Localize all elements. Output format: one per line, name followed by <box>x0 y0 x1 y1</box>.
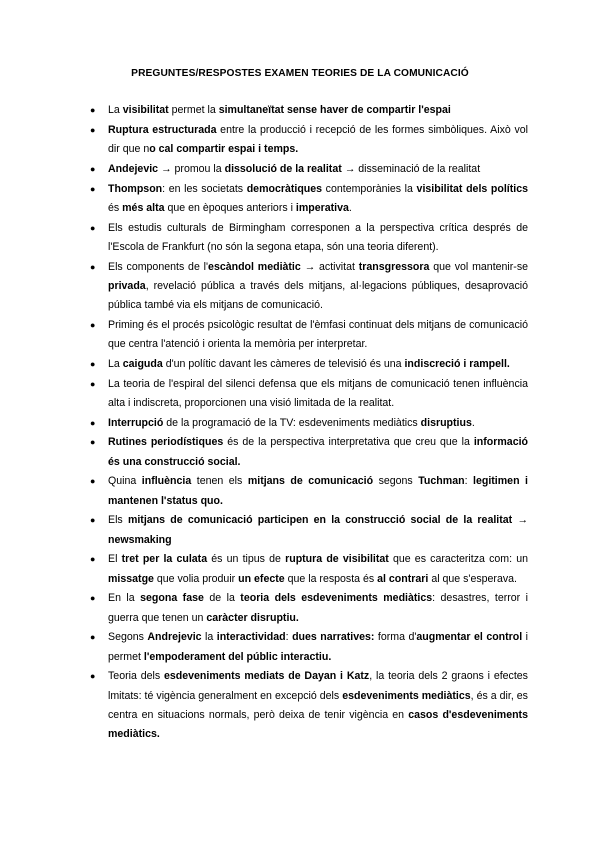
item-text: Els components de l' <box>108 260 209 273</box>
bullet-icon: ● <box>90 358 96 369</box>
item-text: que volia produir <box>153 572 239 585</box>
item-text: Teoria dels <box>108 670 164 683</box>
bold-text: Rutines periodístiques <box>108 436 224 449</box>
list-item <box>0 433 528 471</box>
document-title: PREGUNTES/RESPOSTES EXAMEN TEORIES DE LA COMUNICACIÓ <box>131 68 469 79</box>
item-text: . <box>348 201 352 214</box>
bullet-list <box>0 101 600 745</box>
bold-text: Ruptura estructurada <box>108 123 217 136</box>
bold-text: dissolució de la realitat <box>224 162 342 175</box>
item-text: , és a dir, es centra en situacions normals, però deixa de tenir vigència en <box>108 689 528 721</box>
item-text: de la <box>203 592 241 605</box>
item-text: : desastres, terror i guerra que tenen un <box>108 592 528 624</box>
list-item <box>0 628 528 666</box>
bold-text: escàndol mediàtic <box>208 260 301 273</box>
list-item <box>0 375 528 413</box>
list-item <box>0 511 528 549</box>
item-text: la <box>201 631 217 644</box>
bold-text: visibilitat dels polítics <box>416 182 528 195</box>
item-text: tenen els <box>191 475 248 488</box>
item-text: que es caracteritza com: un <box>388 553 528 566</box>
item-text: d'un polític davant les càmeres de televisió és una <box>162 357 405 370</box>
bold-text: esdeveniments mediats de Dayan i Katz <box>163 670 370 683</box>
item-text: → promou la <box>158 162 225 175</box>
list-item <box>0 101 528 120</box>
item-text: Priming és el procés psicològic resultat de l'èmfasi continuat dels mitjans de comunicació que centra l'atenció i orienta la memòria per interpretar. <box>108 318 528 350</box>
list-item <box>0 258 528 316</box>
item-text: de la programació de la TV: esdeveniments mediàtics <box>163 416 421 429</box>
bold-text: dues narratives: <box>292 631 375 644</box>
item-text: permet la <box>168 104 219 116</box>
item-text: és de la perspectiva interpretativa que creu que la <box>223 436 474 449</box>
bullet-icon: ● <box>90 378 96 389</box>
bullet-icon: ● <box>90 222 96 233</box>
bold-text: indiscreció i rampell. <box>404 357 510 370</box>
bold-text: informació és una construcció social. <box>108 436 528 468</box>
list-item <box>0 180 528 218</box>
bold-text: augmentar el control <box>416 631 523 644</box>
list-item <box>0 550 528 588</box>
list-item <box>0 355 528 374</box>
bold-text: democràtiques <box>246 182 323 195</box>
item-text: Quina <box>108 475 142 488</box>
item-text: Segons <box>108 631 148 644</box>
item-text: al que s'esperava. <box>428 572 517 585</box>
list-item <box>0 121 528 159</box>
bullet-icon: ● <box>90 105 96 115</box>
item-text: és un tipus de <box>207 553 286 566</box>
item-text: que la resposta és <box>284 572 378 585</box>
bold-text: teoria dels esdeveniments mediàtics <box>240 592 433 605</box>
bold-text: un efecte <box>238 572 285 585</box>
bullet-icon: ● <box>90 437 96 448</box>
item-text: forma d' <box>374 631 417 644</box>
bold-text: Tuchman <box>418 475 465 488</box>
bullet-icon: ● <box>90 671 96 682</box>
list-item <box>0 472 528 510</box>
bold-text: influència <box>141 475 192 488</box>
bullet-icon: ● <box>90 476 96 487</box>
bold-text: segona fase <box>140 592 204 605</box>
bullet-icon: ● <box>90 261 96 272</box>
bold-text: Interrupció <box>108 416 164 429</box>
item-text: La <box>108 104 123 116</box>
item-text: El <box>108 553 122 566</box>
bullet-icon: ● <box>90 163 96 174</box>
item-text: : <box>285 631 293 644</box>
bold-text: Andrejevic <box>147 631 202 644</box>
bold-text: o cal compartir espai i temps. <box>149 143 299 155</box>
bold-text: al contrari <box>377 572 429 585</box>
item-text: és <box>108 201 123 214</box>
bold-text: disruptius <box>420 416 472 429</box>
item-text: → activitat <box>300 260 359 273</box>
bold-text: ruptura de visibilitat <box>285 553 389 566</box>
item-text: i permet <box>108 631 529 663</box>
item-text: , la teoria dels 2 graons i efectes lmitats: té vigència generalment en excepció dels <box>108 670 528 702</box>
item-text: La <box>108 357 123 370</box>
list-item <box>0 316 528 354</box>
bold-text: caràcter disruptiu. <box>206 611 299 624</box>
bullet-icon: ● <box>90 183 96 194</box>
bold-text: interactividad <box>216 631 286 644</box>
list-item <box>0 160 528 179</box>
bullet-icon: ● <box>90 319 96 330</box>
item-text: → disseminació de la realitat <box>341 162 481 175</box>
item-text: → <box>512 514 528 527</box>
item-text: entre la producció i recepció de les formes simbòliques. Això vol dir que n <box>108 123 528 155</box>
item-text: , revelació pública a través dels mitjans, al·legacions públiques, desaprovació pública també via els mitjans de comunicació. <box>108 279 528 311</box>
bold-text: legitimen i mantenen l'status quo. <box>108 475 528 507</box>
bold-text: mitjans de comunicació <box>247 475 374 488</box>
bullet-icon: ● <box>90 554 96 565</box>
item-text: . <box>471 416 475 429</box>
bold-text: tret per la culata <box>121 553 208 566</box>
item-text: En la <box>108 592 141 605</box>
bold-text: simultaneïtat sense haver de compartir l'espai <box>218 104 451 116</box>
bullet-icon: ● <box>90 593 96 604</box>
item-text: La teoria de l'espiral del silenci defensa que els mitjans de comunicació tenen influència alta i indiscreta, proporcionen una visió limitada de la realitat. <box>108 377 528 409</box>
bold-text: imperativa <box>295 201 349 214</box>
bold-text: esdeveniments mediàtics <box>342 689 471 702</box>
bold-text: Thompson <box>108 182 163 195</box>
item-text: contemporànies la <box>322 182 417 195</box>
item-text: que vol mantenir-se <box>429 260 529 273</box>
bold-text: newsmaking <box>108 533 172 546</box>
bullet-icon: ● <box>90 515 96 526</box>
bold-text: caiguda <box>122 357 163 370</box>
bullet-icon: ● <box>90 632 96 643</box>
bold-text: transgressora <box>358 260 430 273</box>
bold-text: mitjans de comunicació participen en la construcció social de la realitat <box>127 514 513 527</box>
item-text: segons <box>373 475 419 488</box>
list-item <box>0 667 528 744</box>
item-text: que en èpoques anteriors i <box>164 201 296 214</box>
item-text: : en les societats <box>162 182 247 195</box>
item-text: Els <box>108 514 128 527</box>
list-item <box>0 589 528 627</box>
bold-text: casos d'esdeveniments mediàtics. <box>108 708 528 740</box>
bold-text: missatge <box>108 572 154 585</box>
list-item <box>0 219 528 257</box>
bold-text: Andejevic <box>108 162 159 175</box>
bullet-icon: ● <box>90 124 96 135</box>
item-text: : <box>464 475 474 488</box>
bold-text: privada <box>108 279 146 292</box>
item-text: Els estudis culturals de Birmingham corresponen a la perspectiva crítica després de l'Escola de Frankfurt (no són la segona etapa, són una teoria diferent). <box>108 221 528 253</box>
bold-text: visibilitat <box>122 104 169 116</box>
bold-text: més alta <box>122 201 165 214</box>
bold-text: l'empoderament del públic interactiu. <box>143 650 332 663</box>
list-item <box>0 414 528 433</box>
bullet-icon: ● <box>90 417 96 428</box>
